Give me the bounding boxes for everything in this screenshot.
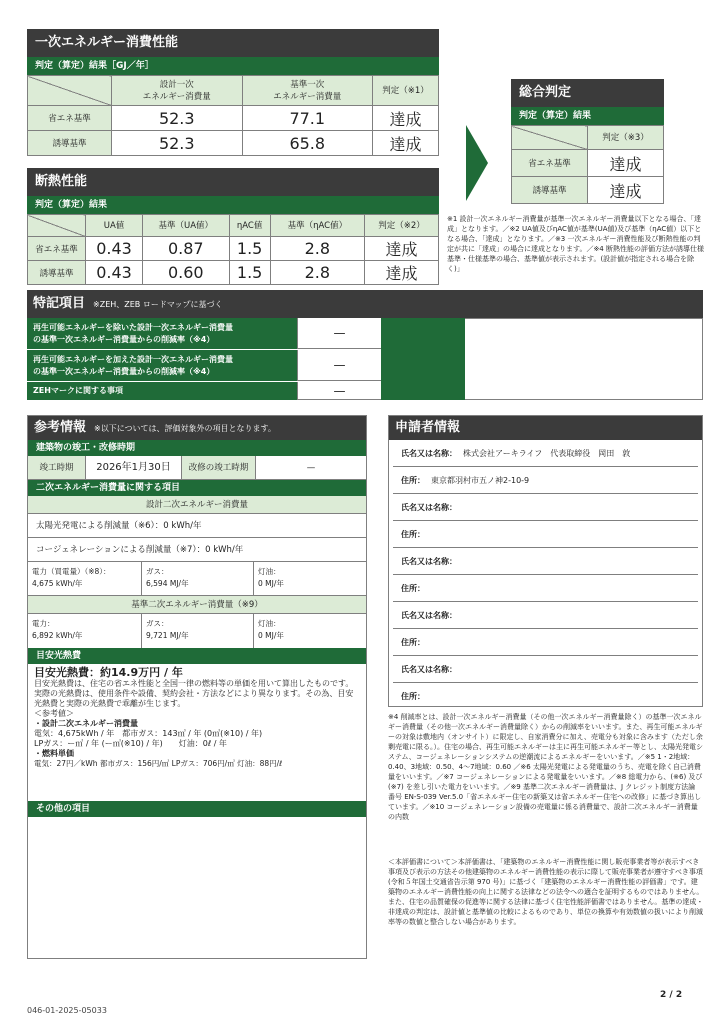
applicant-name-row (393, 494, 698, 521)
energy-row-label: 省エネ基準 (28, 106, 112, 131)
special-row-value: — (297, 318, 381, 349)
renovation-value: — (306, 463, 316, 473)
overall-note: ※1 設計一次エネルギー消費量が基準一次エネルギー消費量以下となる場合、「達成」となります。／※2 UA値及びηAC値が基準(UA値)及び基準（ηAC値）以下となる場合、「達成」となります。／※3 一次エネルギー消費性能及び断熱性能の判定が共に「達成」の場合に達成となります。／※4 断熱性能の評価方法が誘導仕様基準・仕様基準の場合、基準値が表示されます。(設計値が指定される場合を除く)」 (447, 215, 704, 273)
note-reduction: ※4 削減率とは、設計一次エネルギー消費量（その他一次エネルギー消費量除く）の基準一次エネルギー消費量（その他一次エネルギー消費量除く）からの削減率をいいます。また、再生可能エネルギーの対象は敷地内（オンサイト）に限定し、自家消費分に加え、売電分も対象に含みます（ただし余剰売電に限る。）。住宅の場合、再生可能エネルギーは主に再生可能エネルギー等とし、太陽光発電システム、コージェネレーションシステムの逆潮流によるエネルギーをいいます。／※5 1・2地域：0.40、3地域：0.50、4～7地域：0.60 ／※6 太陽光発電による発電量のうち、売電を除く自己消費量をいいます。／※7 コージェネレーションによる発電量をいいます。／※8 総電力から、(※6) 及び (※7) を差し引いた電力をいいます。／※9 基準二次エネルギー消費量は、J クレジット制度方法論 番号 EN-S-039 Ver.5.0「省エネルギー住宅の新築又は省エネルギー住宅への改修」に基づき算出しています。／※10 コージェネレーション設備の売電量に係る消費量で、設計二次エネルギー消費量の内数 (388, 713, 703, 821)
insulation-result: 達成 (364, 261, 438, 285)
design-header: 設計二次エネルギー消費量 (28, 496, 366, 514)
applicant-name-row (393, 656, 698, 683)
page-number: 2 / 2 (660, 990, 683, 1000)
eta-value: 1.5 (229, 237, 270, 261)
overall-row-label: 誘導基準 (512, 177, 588, 204)
energy-title: 一次エネルギー消費性能 (27, 29, 439, 57)
heat-content (28, 664, 366, 801)
base-kerosene-value: 0 MJ/年 (258, 631, 284, 640)
energy-row-label: 誘導基準 (28, 131, 112, 156)
applicant-address-row (393, 629, 698, 656)
completion-value: 2026年1月30日 (86, 456, 182, 479)
ua-base-value: 0.87 (143, 237, 229, 261)
overall-subtitle: 判定（算定）結果 (511, 107, 664, 125)
applicant-title: 申請者情報 (389, 416, 702, 440)
name-value: 株式会社アーキライフ 代表取締役 岡田 敦 (463, 449, 631, 458)
insulation-col-ua-base: 基準（UA値） (143, 215, 229, 237)
table-row (28, 261, 439, 285)
address-value: 東京都羽村市五ノ神2-10-9 (431, 476, 530, 485)
base-electric-cell (28, 614, 142, 648)
energy-table (27, 75, 439, 156)
design-electric-label: 電力（買電量）（※8）： (32, 567, 111, 576)
address-label: 住所： (401, 476, 425, 485)
energy-section (27, 29, 439, 156)
design-gas-label: ガス： (146, 567, 169, 576)
special-row-value: — (297, 350, 381, 381)
name-label: 氏名又は名称： (401, 503, 457, 512)
energy-result: 達成 (373, 131, 439, 156)
insulation-row-label: 省エネ基準 (28, 237, 86, 261)
special-empty-box (465, 318, 703, 400)
ua-base-value: 0.60 (143, 261, 229, 285)
base-electric-value: 6,892 kWh/年 (32, 631, 83, 640)
applicant-section (388, 415, 703, 707)
address-label: 住所： (401, 584, 425, 593)
cogen-reduction: コージェネレーションによる削減量（※7）：0 kWh/年 (28, 538, 366, 562)
energy-result: 達成 (373, 106, 439, 131)
other-bar: その他の項目 (28, 801, 366, 817)
fuel-line: 電気：27円／kWh 都市ガス：156円/㎥ LPガス：706円/㎥ 灯油：88円/ℓ (34, 759, 283, 768)
design-electric-cell (28, 562, 142, 595)
arrow-right-icon (466, 125, 488, 201)
special-row-value: — (297, 382, 381, 400)
reference-title: 参考情報 (34, 420, 87, 435)
ua-value: 0.43 (86, 261, 143, 285)
special-section (27, 290, 703, 400)
eta-value: 1.5 (229, 261, 270, 285)
special-row-label: 再生可能エネルギーを加えた設計一次エネルギー消費量 の基準一次エネルギー消費量からの削減率（※4） (27, 350, 297, 381)
name-label: 氏名又は名称： (401, 611, 457, 620)
address-label: 住所： (401, 638, 425, 647)
table-row (27, 350, 381, 382)
table-row (28, 106, 439, 131)
table-row (27, 382, 381, 400)
overall-title: 総合判定 (511, 79, 664, 107)
energy-col-base: 基準一次 エネルギー消費量 (242, 76, 373, 106)
design-gas-cell (142, 562, 254, 595)
table-row (27, 318, 381, 350)
base-kerosene-cell (254, 614, 366, 648)
energy-base-value: 65.8 (242, 131, 373, 156)
heat-text: 目安光熱費は、住宅の省エネ性能と全国一律の燃料等の単価を用いて算出したものです。実際の光熱費は、使用条件や設備、契約会社・方法などにより異なります。その為、目安光熱費と実際の光熱費で乖離が生じます。 (34, 679, 354, 708)
insulation-col-ua: UA値 (86, 215, 143, 237)
special-row-label: ZEHマークに関する事項 (27, 382, 297, 400)
reference-section (27, 415, 367, 959)
energy-design-value: 52.3 (112, 106, 243, 131)
address-label: 住所： (401, 692, 425, 701)
document-number: 046-01-2025-05033 (27, 1006, 107, 1015)
overall-section (511, 79, 664, 204)
solar-reduction: 太陽光発電による削減量（※6）：0 kWh/年 (28, 514, 366, 538)
base-electric-label: 電力： (32, 619, 55, 628)
energy-design-value: 52.3 (112, 131, 243, 156)
insulation-col-eta: ηAC値 (229, 215, 270, 237)
completion-bar: 建築物の竣工・改修時期 (28, 440, 366, 456)
insulation-result: 達成 (364, 237, 438, 261)
table-row (28, 237, 439, 261)
insulation-section (27, 168, 439, 285)
overall-result: 達成 (588, 177, 664, 204)
base-gas-cell (142, 614, 254, 648)
table-row (512, 177, 664, 204)
overall-table (511, 125, 664, 204)
overall-result: 達成 (588, 150, 664, 177)
design-gas-value: 6,594 MJ/年 (146, 579, 189, 588)
renovation-label: 改修の竣工時期 (182, 456, 256, 479)
energy-subtitle: 判定（算定）結果［GJ／年］ (27, 57, 439, 75)
insulation-row-label: 誘導基準 (28, 261, 86, 285)
special-spacer (381, 318, 465, 400)
design-kerosene-cell (254, 562, 366, 595)
table-row (28, 131, 439, 156)
applicant-address-row (393, 683, 698, 710)
eta-base-value: 2.8 (270, 237, 364, 261)
applicant-address-row (393, 467, 698, 494)
overall-row-label: 省エネ基準 (512, 150, 588, 177)
energy-col-design: 設計一次 エネルギー消費量 (112, 76, 243, 106)
applicant-address-row (393, 575, 698, 602)
reference-note: ※以下については、評価対象外の項目となります。 (94, 424, 276, 433)
design-line2: LPガス：ー㎥ / 年 (ー㎥(※10) / 年) 灯油：0ℓ / 年 (34, 739, 227, 748)
name-label: 氏名又は名称： (401, 449, 457, 458)
insulation-table (27, 214, 439, 285)
completion-label: 竣工時期 (28, 456, 86, 479)
name-label: 氏名又は名称： (401, 665, 457, 674)
energy-corner (28, 76, 112, 106)
base-header: 基準二次エネルギー消費量（※9） (28, 596, 366, 614)
applicant-name-row (393, 440, 698, 467)
energy-col-result: 判定（※1） (373, 76, 439, 106)
energy-base-value: 77.1 (242, 106, 373, 131)
applicant-name-row (393, 602, 698, 629)
eta-base-value: 2.8 (270, 261, 364, 285)
special-title: 特記項目 (33, 296, 86, 311)
applicant-address-row (393, 521, 698, 548)
base-gas-value: 9,721 MJ/年 (146, 631, 189, 640)
applicant-name-row (393, 548, 698, 575)
insulation-subtitle: 判定（算定）結果 (27, 196, 439, 214)
design-sub: ・設計二次エネルギー消費量 (34, 719, 138, 728)
design-kerosene-label: 灯油： (258, 567, 281, 576)
ref-head: ＜参考値＞ (34, 709, 74, 718)
base-gas-label: ガス： (146, 619, 169, 628)
insulation-title: 断熱性能 (27, 168, 439, 196)
name-label: 氏名又は名称： (401, 557, 457, 566)
fuel-sub: ・燃料単価 (34, 749, 74, 758)
ua-value: 0.43 (86, 237, 143, 261)
overall-corner (512, 126, 588, 150)
special-row-label: 再生可能エネルギーを除いた設計一次エネルギー消費量 の基準一次エネルギー消費量からの削減率（※4） (27, 318, 297, 349)
insulation-col-eta-base: 基準（ηAC値） (270, 215, 364, 237)
overall-col-result: 判定（※3） (588, 126, 664, 150)
address-label: 住所： (401, 530, 425, 539)
insulation-col-result: 判定（※2） (364, 215, 438, 237)
insulation-corner (28, 215, 86, 237)
heat-title: 目安光熱費：約14.9万円 / 年 (34, 666, 183, 679)
base-kerosene-label: 灯油： (258, 619, 281, 628)
special-note: ※ZEH、ZEB ロードマップに基づく (93, 300, 223, 309)
heat-bar: 目安光熱費 (28, 648, 366, 664)
design-line1: 電気：4,675kWh / 年 都市ガス：143㎥ / 年 (0㎥(※10) / 年) (34, 729, 263, 738)
table-row (512, 150, 664, 177)
design-electric-value: 4,675 kWh/年 (32, 579, 83, 588)
note-evaluation: ＜本評価書について＞本評価書は、「建築物のエネルギー消費性能に関し販売事業者等が表示すべき事項及び表示の方法その他建築物のエネルギー消費性能の表示に際して販売事業者が遵守すべき事項(令和５年国土交通省告示第 970 号)」に基づく「建築物のエネルギー消費性能の評価書」です。建築物のエネルギー消費性能の向上に関する法律などの法令への適合を証明するものではありません。また、住宅の品質確保の促進等に関する法律に基づく住宅性能評価書ではありません。基準の達成・非達成の判定は、設計値と基準値の比較によるものであり、単位の換算や有効数値の扱いにより削減率等の数値と整合しない場合があります。 (388, 858, 704, 926)
secondary-bar: 二次エネルギー消費量に関する項目 (28, 480, 366, 496)
design-kerosene-value: 0 MJ/年 (258, 579, 284, 588)
